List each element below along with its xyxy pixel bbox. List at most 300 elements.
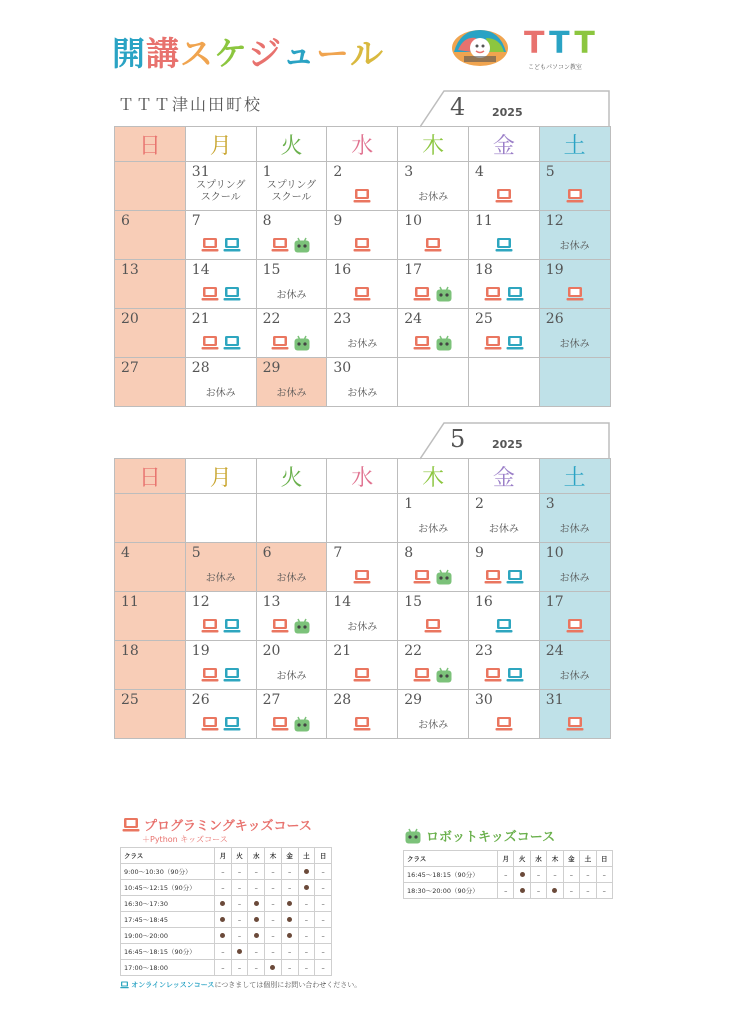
schedule-row xyxy=(121,960,332,976)
day-cell xyxy=(115,543,186,592)
day-number: 23 xyxy=(474,643,493,659)
schedule-dash: – xyxy=(530,883,546,899)
day-cell xyxy=(327,358,398,407)
day-cell xyxy=(468,358,539,407)
day-number: 8 xyxy=(404,545,414,561)
weekday-header: 木 xyxy=(398,459,469,494)
day-cell xyxy=(327,641,398,690)
day-cell xyxy=(256,494,327,543)
schedule-dot xyxy=(514,883,530,899)
day-number: 20 xyxy=(262,643,281,659)
robot-icon xyxy=(293,237,311,253)
day-number: 13 xyxy=(121,262,139,278)
day-cell xyxy=(468,260,539,309)
schedule-dash: – xyxy=(281,960,298,976)
dot-icon xyxy=(220,917,225,922)
schedule-dash: – xyxy=(298,896,315,912)
schedule-header-cell: 火 xyxy=(514,851,530,867)
pc-online-icon xyxy=(223,286,241,302)
day-number: 31 xyxy=(191,164,210,180)
day-cell xyxy=(539,358,610,407)
schedule-dash: – xyxy=(215,864,232,880)
course-icons xyxy=(540,286,610,302)
pc-icon xyxy=(201,237,219,253)
day-number: 18 xyxy=(121,643,139,659)
course-icons xyxy=(540,618,610,634)
weekday-header: 日 xyxy=(115,127,186,162)
day-cell xyxy=(185,494,256,543)
day-cell xyxy=(539,162,610,211)
class-time: 16:45〜18:15（90分） xyxy=(121,944,215,960)
holiday-label: お休み xyxy=(559,241,590,252)
holiday-label: お休み xyxy=(559,339,590,350)
pc-icon xyxy=(566,618,584,634)
day-cell xyxy=(327,592,398,641)
schedule-header-cell: 月 xyxy=(498,851,514,867)
schedule-header-cell: 金 xyxy=(281,848,298,864)
day-cell xyxy=(468,592,539,641)
pc-online-icon xyxy=(495,237,513,253)
pc-online-icon xyxy=(223,667,241,683)
course-icons xyxy=(186,716,256,732)
schedule-dash: – xyxy=(298,912,315,928)
day-cell xyxy=(256,592,327,641)
day-number: 14 xyxy=(191,262,210,278)
day-number: 10 xyxy=(404,213,423,229)
holiday-label: お休み xyxy=(205,388,236,399)
title-char: ュ xyxy=(282,34,316,73)
holiday-label: お休み xyxy=(347,622,378,633)
day-number: 24 xyxy=(404,311,423,327)
holiday-label: お休み xyxy=(276,290,307,301)
pc-icon xyxy=(201,335,219,351)
course-icons xyxy=(327,716,397,732)
holiday-label: お休み xyxy=(276,573,307,584)
schedule-dash: – xyxy=(231,960,248,976)
footnote-highlight: オンラインレッスンコース xyxy=(131,981,215,989)
day-number: 13 xyxy=(262,594,281,610)
schedule-dash: – xyxy=(281,944,298,960)
dot-icon xyxy=(270,965,275,970)
dot-icon xyxy=(304,869,309,874)
day-cell xyxy=(398,494,469,543)
dot-icon xyxy=(287,901,292,906)
day-cell xyxy=(539,543,610,592)
footnote-text: につきましては個別にお問い合わせください。 xyxy=(214,981,362,989)
schedule-row xyxy=(404,867,613,883)
dot-icon xyxy=(220,933,225,938)
day-cell xyxy=(539,690,610,739)
day-cell xyxy=(398,543,469,592)
class-time: 9:00〜10:30（90分） xyxy=(121,864,215,880)
day-cell xyxy=(185,211,256,260)
day-number: 28 xyxy=(191,360,210,376)
school-name: ＴＴＴ津山田町校 xyxy=(118,95,263,114)
class-time: 19:00〜20:00 xyxy=(121,928,215,944)
schedule-dot xyxy=(281,928,298,944)
schedule-dash: – xyxy=(530,867,546,883)
day-cell xyxy=(327,494,398,543)
day-number: 12 xyxy=(191,594,210,610)
day-cell xyxy=(115,260,186,309)
schedule-row xyxy=(121,944,332,960)
course-icons xyxy=(469,667,539,683)
weekday-header: 金 xyxy=(468,459,539,494)
schedule-header-cell: 水 xyxy=(248,848,265,864)
day-cell xyxy=(539,641,610,690)
day-cell xyxy=(398,592,469,641)
schedule-header-cell: 金 xyxy=(563,851,579,867)
pc-icon xyxy=(271,618,289,634)
class-time: 17:45〜18:45 xyxy=(121,912,215,928)
pc-icon xyxy=(353,237,371,253)
day-cell xyxy=(115,592,186,641)
schedule-dot xyxy=(248,928,265,944)
schedule-dot xyxy=(265,960,282,976)
day-number: 11 xyxy=(474,213,493,229)
day-number: 26 xyxy=(545,311,564,327)
day-number: 6 xyxy=(262,545,272,561)
schedule-dash: – xyxy=(547,867,563,883)
day-cell xyxy=(115,162,186,211)
schedule-dash: – xyxy=(248,880,265,896)
day-number: 19 xyxy=(191,643,210,659)
schedule-dash: – xyxy=(580,867,596,883)
pc-icon xyxy=(353,667,371,683)
day-number: 6 xyxy=(121,213,130,229)
day-number: 24 xyxy=(545,643,564,659)
day-number: 10 xyxy=(545,545,564,561)
week-row xyxy=(115,358,611,407)
dot-icon xyxy=(254,933,259,938)
day-number: 28 xyxy=(333,692,352,708)
schedule-dash: – xyxy=(563,867,579,883)
schedule-dash: – xyxy=(315,896,332,912)
day-number: 30 xyxy=(333,360,352,376)
day-number: 16 xyxy=(333,262,352,278)
day-cell xyxy=(539,592,610,641)
schedule-dot xyxy=(514,867,530,883)
pc-icon xyxy=(484,569,502,585)
day-cell xyxy=(256,358,327,407)
day-cell xyxy=(398,690,469,739)
course-icons xyxy=(469,188,539,204)
schedule-dash: – xyxy=(563,883,579,899)
weekday-header: 日 xyxy=(115,459,186,494)
schedule-dash: – xyxy=(315,880,332,896)
day-cell xyxy=(398,309,469,358)
schedule-header-cell: クラス xyxy=(121,848,215,864)
day-number: 15 xyxy=(262,262,281,278)
day-cell xyxy=(539,260,610,309)
schedule-dash: – xyxy=(248,864,265,880)
day-cell xyxy=(327,543,398,592)
month-tab xyxy=(420,422,610,460)
course-icons xyxy=(327,237,397,253)
day-cell xyxy=(468,309,539,358)
schedule-header-cell: 土 xyxy=(298,848,315,864)
day-cell xyxy=(327,260,398,309)
pc-icon xyxy=(201,667,219,683)
schedule-dot xyxy=(281,896,298,912)
schedule-dash: – xyxy=(298,944,315,960)
day-cell xyxy=(327,690,398,739)
schedule-row xyxy=(121,880,332,896)
pc-icon xyxy=(201,618,219,634)
day-number: 18 xyxy=(474,262,493,278)
day-cell xyxy=(256,211,327,260)
day-cell xyxy=(185,358,256,407)
robot-course-title: ロボットキッズコース xyxy=(426,830,556,845)
day-cell xyxy=(115,690,186,739)
week-row xyxy=(115,641,611,690)
dot-icon xyxy=(287,917,292,922)
holiday-label: お休み xyxy=(559,573,590,584)
pc-icon xyxy=(353,716,371,732)
day-cell xyxy=(115,358,186,407)
schedule-row xyxy=(121,912,332,928)
schedule-dash: – xyxy=(231,880,248,896)
schedule-dash: – xyxy=(265,896,282,912)
schedule-header-cell: 土 xyxy=(580,851,596,867)
pc-icon xyxy=(484,667,502,683)
course-icons xyxy=(327,667,397,683)
holiday-label: お休み xyxy=(418,192,449,203)
event-label: スプリング スクール xyxy=(195,180,246,203)
weekday-header: 月 xyxy=(185,127,256,162)
day-cell xyxy=(327,211,398,260)
title-char: ケ xyxy=(214,34,248,73)
calendar-month-4 xyxy=(114,126,611,407)
course-icons xyxy=(398,569,468,585)
schedule-dash: – xyxy=(281,864,298,880)
day-number: 4 xyxy=(474,164,484,180)
day-number: 25 xyxy=(121,692,139,708)
day-cell xyxy=(185,592,256,641)
course-icons xyxy=(469,237,539,253)
schedule-dash: – xyxy=(265,880,282,896)
schedule-dot xyxy=(215,912,232,928)
day-number: 17 xyxy=(404,262,423,278)
day-number: 27 xyxy=(262,692,281,708)
schedule-header-cell: 日 xyxy=(315,848,332,864)
day-cell xyxy=(398,358,469,407)
pc-icon xyxy=(413,667,431,683)
month-year: 2025 xyxy=(492,106,523,119)
brand-tagline: こどもパソコン教室 xyxy=(528,64,582,71)
pc-icon xyxy=(413,286,431,302)
course-icons xyxy=(257,716,327,732)
title-char: 講 xyxy=(146,34,180,73)
day-cell xyxy=(468,690,539,739)
course-icons xyxy=(186,237,256,253)
dot-icon xyxy=(237,949,242,954)
schedule-dash: – xyxy=(315,944,332,960)
holiday-label: お休み xyxy=(488,524,519,535)
day-number: 12 xyxy=(545,213,564,229)
day-number: 19 xyxy=(545,262,564,278)
week-row xyxy=(115,162,611,211)
holiday-label: お休み xyxy=(418,720,449,731)
course-icons xyxy=(469,335,539,351)
robot-icon xyxy=(435,569,453,585)
weekday-header: 火 xyxy=(256,127,327,162)
schedule-row xyxy=(121,928,332,944)
schedule-header-cell: クラス xyxy=(404,851,498,867)
footnote xyxy=(120,980,361,990)
course-icons xyxy=(327,286,397,302)
pc-online-icon xyxy=(506,286,524,302)
schedule-row xyxy=(121,896,332,912)
class-time: 16:30〜17:30 xyxy=(121,896,215,912)
schedule-dot xyxy=(298,880,315,896)
pc-online-icon xyxy=(495,618,513,634)
weekday-header: 水 xyxy=(327,127,398,162)
schedule-dot xyxy=(248,896,265,912)
day-number: 2 xyxy=(333,164,343,180)
schedule-dash: – xyxy=(596,867,612,883)
course-icons xyxy=(186,335,256,351)
day-cell xyxy=(327,162,398,211)
day-cell xyxy=(185,690,256,739)
day-cell xyxy=(115,641,186,690)
holiday-label: お休み xyxy=(276,388,307,399)
weekday-header: 木 xyxy=(398,127,469,162)
day-cell xyxy=(468,162,539,211)
schedule-dot xyxy=(231,944,248,960)
dot-icon xyxy=(220,901,225,906)
dot-icon xyxy=(254,901,259,906)
day-cell xyxy=(115,309,186,358)
class-time: 17:00〜18:00 xyxy=(121,960,215,976)
course-icons xyxy=(398,618,468,634)
programming-legend xyxy=(122,815,312,845)
schedule-dot xyxy=(248,912,265,928)
dot-icon xyxy=(520,872,525,877)
holiday-label: お休み xyxy=(347,339,378,350)
day-number: 8 xyxy=(262,213,272,229)
day-number: 31 xyxy=(545,692,564,708)
robot-icon xyxy=(293,716,311,732)
schedule-header-cell: 木 xyxy=(265,848,282,864)
schedule-dot xyxy=(298,864,315,880)
week-row xyxy=(115,494,611,543)
schedule-dash: – xyxy=(498,883,514,899)
day-cell xyxy=(539,211,610,260)
course-icons xyxy=(469,618,539,634)
class-time: 16:45〜18:15（90分） xyxy=(404,867,498,883)
page-title xyxy=(112,28,384,75)
pc-icon xyxy=(484,335,502,351)
pc-icon xyxy=(271,237,289,253)
pc-online-icon xyxy=(506,569,524,585)
schedule-dash: – xyxy=(298,928,315,944)
schedule-dash: – xyxy=(265,944,282,960)
day-cell xyxy=(398,260,469,309)
weekday-header: 水 xyxy=(327,459,398,494)
day-number: 27 xyxy=(121,360,139,376)
course-icons xyxy=(540,188,610,204)
pc-icon xyxy=(413,569,431,585)
month-year: 2025 xyxy=(492,438,523,451)
pc-icon xyxy=(122,817,140,833)
day-number: 4 xyxy=(121,545,130,561)
dot-icon xyxy=(304,885,309,890)
schedule-dash: – xyxy=(231,928,248,944)
weekday-header: 火 xyxy=(256,459,327,494)
week-row xyxy=(115,690,611,739)
schedule-dash: – xyxy=(231,912,248,928)
schedule-dash: – xyxy=(215,960,232,976)
schedule-dash: – xyxy=(231,896,248,912)
pc-icon xyxy=(484,286,502,302)
pc-icon xyxy=(271,335,289,351)
schedule-dash: – xyxy=(215,944,232,960)
schedule-dash: – xyxy=(265,928,282,944)
day-cell xyxy=(539,494,610,543)
day-cell xyxy=(185,260,256,309)
robot-icon xyxy=(404,828,422,844)
dot-icon xyxy=(520,888,525,893)
day-cell xyxy=(398,162,469,211)
schedule-header-cell: 木 xyxy=(547,851,563,867)
day-number: 7 xyxy=(191,213,201,229)
day-number: 9 xyxy=(474,545,484,561)
day-number: 3 xyxy=(545,496,555,512)
pc-icon xyxy=(413,335,431,351)
day-number: 14 xyxy=(333,594,352,610)
weekday-header: 月 xyxy=(185,459,256,494)
pc-icon xyxy=(495,188,513,204)
day-number: 30 xyxy=(474,692,493,708)
weekday-header-row xyxy=(115,459,611,494)
schedule-header-cell: 日 xyxy=(596,851,612,867)
pc-online-icon xyxy=(223,335,241,351)
day-cell xyxy=(115,211,186,260)
day-number: 17 xyxy=(545,594,564,610)
course-icons xyxy=(186,618,256,634)
course-icons xyxy=(398,286,468,302)
schedule-dash: – xyxy=(315,960,332,976)
schedule-dash: – xyxy=(315,928,332,944)
day-cell xyxy=(185,543,256,592)
day-cell xyxy=(185,309,256,358)
weekday-header: 土 xyxy=(539,127,610,162)
course-icons xyxy=(186,667,256,683)
holiday-label: お休み xyxy=(276,671,307,682)
week-row xyxy=(115,592,611,641)
course-icons xyxy=(398,667,468,683)
day-number: 22 xyxy=(262,311,281,327)
pc-icon xyxy=(271,716,289,732)
day-cell xyxy=(256,543,327,592)
pc-icon xyxy=(424,618,442,634)
title-char: ジ xyxy=(248,34,282,73)
weekday-header: 土 xyxy=(539,459,610,494)
robot-icon xyxy=(435,667,453,683)
month-number: 4 xyxy=(450,93,466,121)
schedule-header-cell: 水 xyxy=(530,851,546,867)
course-icons xyxy=(327,569,397,585)
day-number: 23 xyxy=(333,311,352,327)
day-cell xyxy=(256,162,327,211)
schedule-dot xyxy=(547,883,563,899)
schedule-dash: – xyxy=(580,883,596,899)
course-icons xyxy=(469,569,539,585)
day-cell xyxy=(256,260,327,309)
course-icons xyxy=(257,237,327,253)
title-char: ル xyxy=(350,34,384,73)
